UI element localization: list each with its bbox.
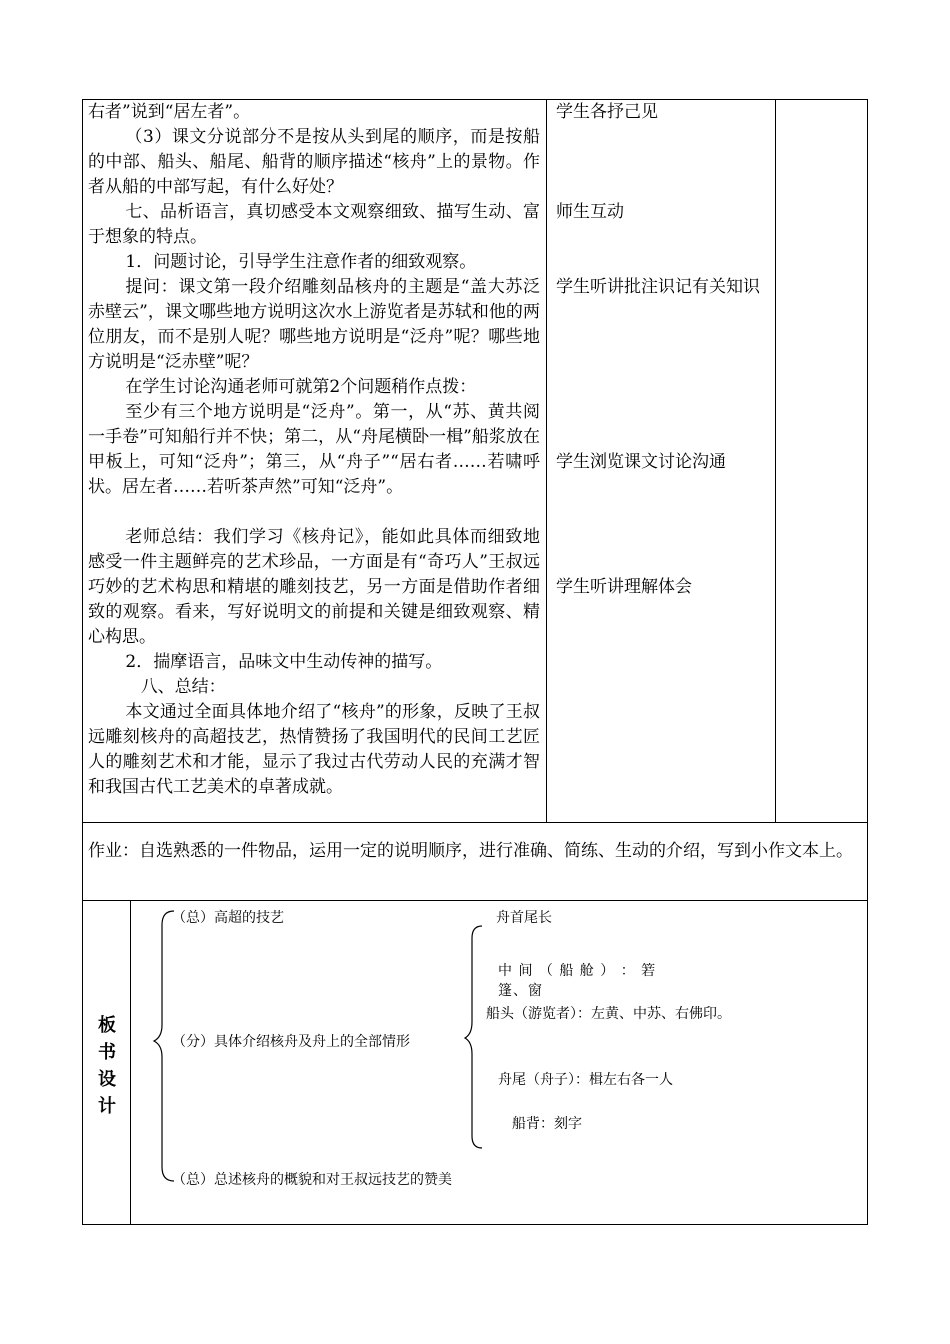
paragraph: 本文通过全面具体地介绍了“核舟”的形象，反映了王叔远雕刻核舟的高超技艺，热情赞扬了我国明代的民间工艺匠人的雕刻艺术和才能，显示了我过古代劳动人民的充满才智和我国古代工艺美术的卓著成就。 <box>88 702 540 797</box>
table-border-right <box>867 99 868 1225</box>
board-item-bow: 船头（游览者）：左黄、中苏、右佛印。 <box>486 1006 731 1022</box>
side-note: 学生浏览课文讨论沟通 <box>556 452 726 472</box>
paragraph: 右者”说到“居左者”。 <box>88 102 251 122</box>
paragraph: 在学生讨论沟通老师可就第2个问题稍作点拨： <box>125 377 477 397</box>
paragraph: 老师总结：我们学习《核舟记》，能如此具体而细致地感受一件主题鲜亮的艺术珍品，一方面是有“奇巧人”王叔远巧妙的艺术构思和精堪的雕刻技艺，另一方面是借助作者细致的观察。看来，写好说明文的前提和关键是细致观察、精心构思。 <box>88 527 540 647</box>
side-note: 学生听讲批注识记有关知识 <box>556 277 760 297</box>
table-divider-2 <box>82 900 868 901</box>
side-note: 学生各抒己见 <box>556 102 658 122</box>
side-note: 师生互动 <box>556 202 624 222</box>
board-summary-top: （总）高超的技艺 <box>172 910 284 926</box>
board-detail-middle: （分）具体介绍核舟及舟上的全部情形 <box>172 1034 410 1050</box>
table-border-bottom <box>82 1224 868 1225</box>
right-brace <box>462 922 486 1152</box>
board-item-boat-length: 舟首尾长 <box>496 910 552 926</box>
paragraph: 至少有三个地方说明是“泛舟”。第一，从“苏、黄共阅一手卷”可知船行并不快；第二，从“舟尾横卧一楫”船浆放在甲板上，可知“泛舟”；第三，从“舟子”“居右者……若啸呼状。居左者……若听茶声然”可知“泛舟”。 <box>88 402 540 497</box>
board-item-cabin: 中 间 （ 船 舱 ） ： 箬篷、窗 <box>498 963 657 999</box>
column-divider-main <box>546 99 547 823</box>
board-item-back: 船背：刻字 <box>512 1116 582 1132</box>
homework-text: 作业：自选熟悉的一件物品，运用一定的说明顺序，进行准确、简练、生动的介绍，写到小作文本上。 <box>88 841 853 861</box>
paragraph: 提问：课文第一段介绍雕刻品核舟的主题是“盖大苏泛赤壁云”，课文哪些地方说明这次水上游览者是苏轼和他的两位朋友，而不是别人呢？哪些地方说明是“泛舟”呢？哪些地方说明是“泛赤壁”呢？ <box>88 277 540 372</box>
paragraph: 七、品析语言，真切感受本文观察细致、描写生动、富于想象的特点。 <box>88 202 540 247</box>
table-border-left <box>82 99 83 1225</box>
board-summary-bottom: （总）总述核舟的概貌和对王叔远技艺的赞美 <box>172 1172 452 1188</box>
paragraph: 2．揣摩语言，品味文中生动传神的描写。 <box>125 652 443 672</box>
column-divider-notes <box>775 99 776 823</box>
board-item-stern: 舟尾（舟子）：楫左右各一人 <box>498 1072 673 1088</box>
side-note: 学生听讲理解体会 <box>556 577 692 597</box>
paragraph: （3）课文分说部分不是按从头到尾的顺序，而是按船的中部、船头、船尾、船背的顺序描述“核舟”上的景物。作者从船的中部写起，有什么好处？ <box>88 127 540 197</box>
table-divider-1 <box>82 822 868 823</box>
section-heading: 八、总结： <box>140 677 226 697</box>
paragraph: 1．问题讨论，引导学生注意作者的细致观察。 <box>125 252 477 272</box>
board-label-divider <box>130 900 131 1225</box>
board-design-label: 板 书 设 计 <box>98 1015 116 1117</box>
